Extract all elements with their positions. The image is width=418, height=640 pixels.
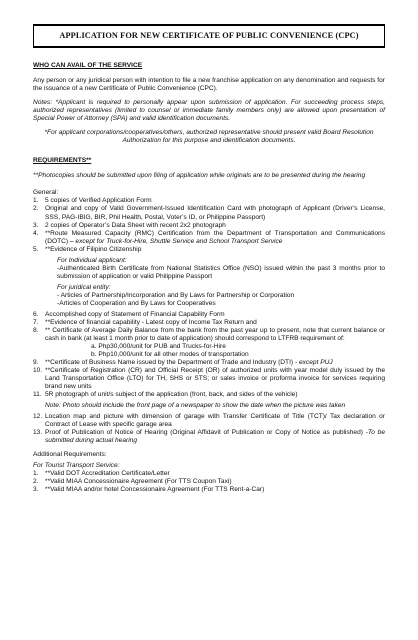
corp-note: *For applicant corporations/cooperatives/others, authorized representative should present valid Board Resolution Authorization for this purpose and identification documents. (44, 129, 374, 145)
who-notes: Notes: *Applicant is required to personally appear upon submission of application. For succeeding process steps, authorized representatives (limited to counsel or immediate family members only) are allowed upon presentation of Special Power of Attorney (SPA) and valid identification documents. (33, 99, 385, 123)
req-item: 8. ** Certificate of Average Daily Balance from the bank from the past year up to present, note that current balance or cash in bank (at least 1 month prior to date of application) should correspond to LTFRB requirement of: (33, 326, 385, 342)
who-heading: WHO CAN AVAIL OF THE SERVICE (33, 62, 143, 70)
page-title: APPLICATION FOR NEW CERTIFICATE OF PUBLIC CONVENIENCE (CPC) (59, 31, 359, 40)
general-label: General: (33, 189, 59, 197)
individual-label: For Individual applicant: (57, 256, 127, 264)
req-list-1 (33, 197, 385, 253)
who-body: Any person or any juridical person with intention to file a new franchise application on any denomination and requests for the issuance of a new Certificate of Public Convenience (CPC). (33, 77, 385, 93)
title-box (33, 24, 385, 48)
req-item: 5. **Evidence of Filipino Citizenship (33, 245, 142, 253)
req-item: 1. 5 copies of Verified Application Form (33, 197, 152, 205)
req-item: 12. Location map and picture with dimension of garage with Transfer Certificate of Title (TCT)/ Tax declaration or Contract of Lease with specific garage area (33, 413, 385, 429)
req-item: 13. Proof of Publication of Notice of Hearing (Original Affidavit of Publication or Copy of Notice as published) -To be submitted during actual hearing (33, 429, 385, 445)
tourist-label: For Tourist Transport Service: (33, 462, 120, 470)
req-item: 7. **Evidence of financial capability - Latest copy of Income Tax Return and (33, 318, 257, 326)
sub-line: a. Php30,000/unit for PUB and Trucks-for-Hire (91, 342, 226, 350)
req-item: 6. Accomplished copy of Statement of Financial Capability Form (33, 310, 225, 318)
additional-heading: Additional Requirements: (33, 451, 107, 459)
req-item: 4. **Route Measured Capacity (RMC) Certification from the Department of Transportation and Communications (DOTC) – except for Truck-for-Hire, Shuttle Service and School Transport Service (33, 229, 385, 245)
photo-note: Note: Photo should include the front page of a newspaper to show the date when the picture was taken (45, 402, 346, 410)
req-list-2 (33, 311, 385, 343)
sub-line: b. Php10,000/unit for all other modes of transportation (91, 351, 249, 359)
req-list-3 (33, 359, 385, 399)
juridical-line: - Articles of Partnership/Incorporation and By Laws for Partnership or Corporation (57, 291, 295, 299)
requirements-heading: REQUIREMENTS** (33, 157, 92, 165)
req-item: 3. 2 copies of Operator’s Data Sheet with recent 2x2 photograph (33, 221, 226, 229)
photocopy-note: **Photocopies should be submitted upon filing of application while originals are to be presented during the hearing (33, 172, 366, 180)
req-item: 2. Original and copy of Valid Government-Issued Identification Card with photograph of Applicant (Driver’s License, SSS, PAG-IBIG, BIR, Phil Health, Postal, Voter’s ID, or Philippine Passport) (33, 205, 385, 221)
additional-item: 2. **Valid MIAA Concessionaire Agreement (For TTS Coupon Taxi) (33, 478, 232, 486)
juridical-line: -Articles of Cooperation and By Laws for Cooperatives (57, 299, 216, 307)
additional-list (33, 470, 385, 494)
req-item: 11. 5R photograph of unit/s subject of the application (front, back, and sides of the vehicle) (33, 391, 298, 399)
req-item: 9. **Certificate of Business Name issued by the Department of Trade and Industry (DTI) - except PUJ (33, 359, 333, 367)
req-list-4 (33, 413, 385, 445)
juridical-label: For juridical entity: (57, 283, 111, 291)
additional-item: 1. **Valid DOT Accreditation Certificate/Letter (33, 470, 170, 478)
individual-text: -Authenticated Birth Certificate from National Statistics Office (NSO) issued within the past 3 months prior to submission of application or valid Philippine Passport (57, 264, 385, 280)
additional-item: 3. **Valid MIAA and/or hotel Concessionaire Agreement (For TTS Rent-a-Car) (33, 486, 265, 494)
req-item: 10. **Certificate of Registration (CR) and Official Receipt (OR) of authorized units with year model duly issued by the Land Transportation Office (LTO) for TH, SHS or STS; or sales invoice or proforma invoice for services requiring brand new units (33, 367, 385, 391)
